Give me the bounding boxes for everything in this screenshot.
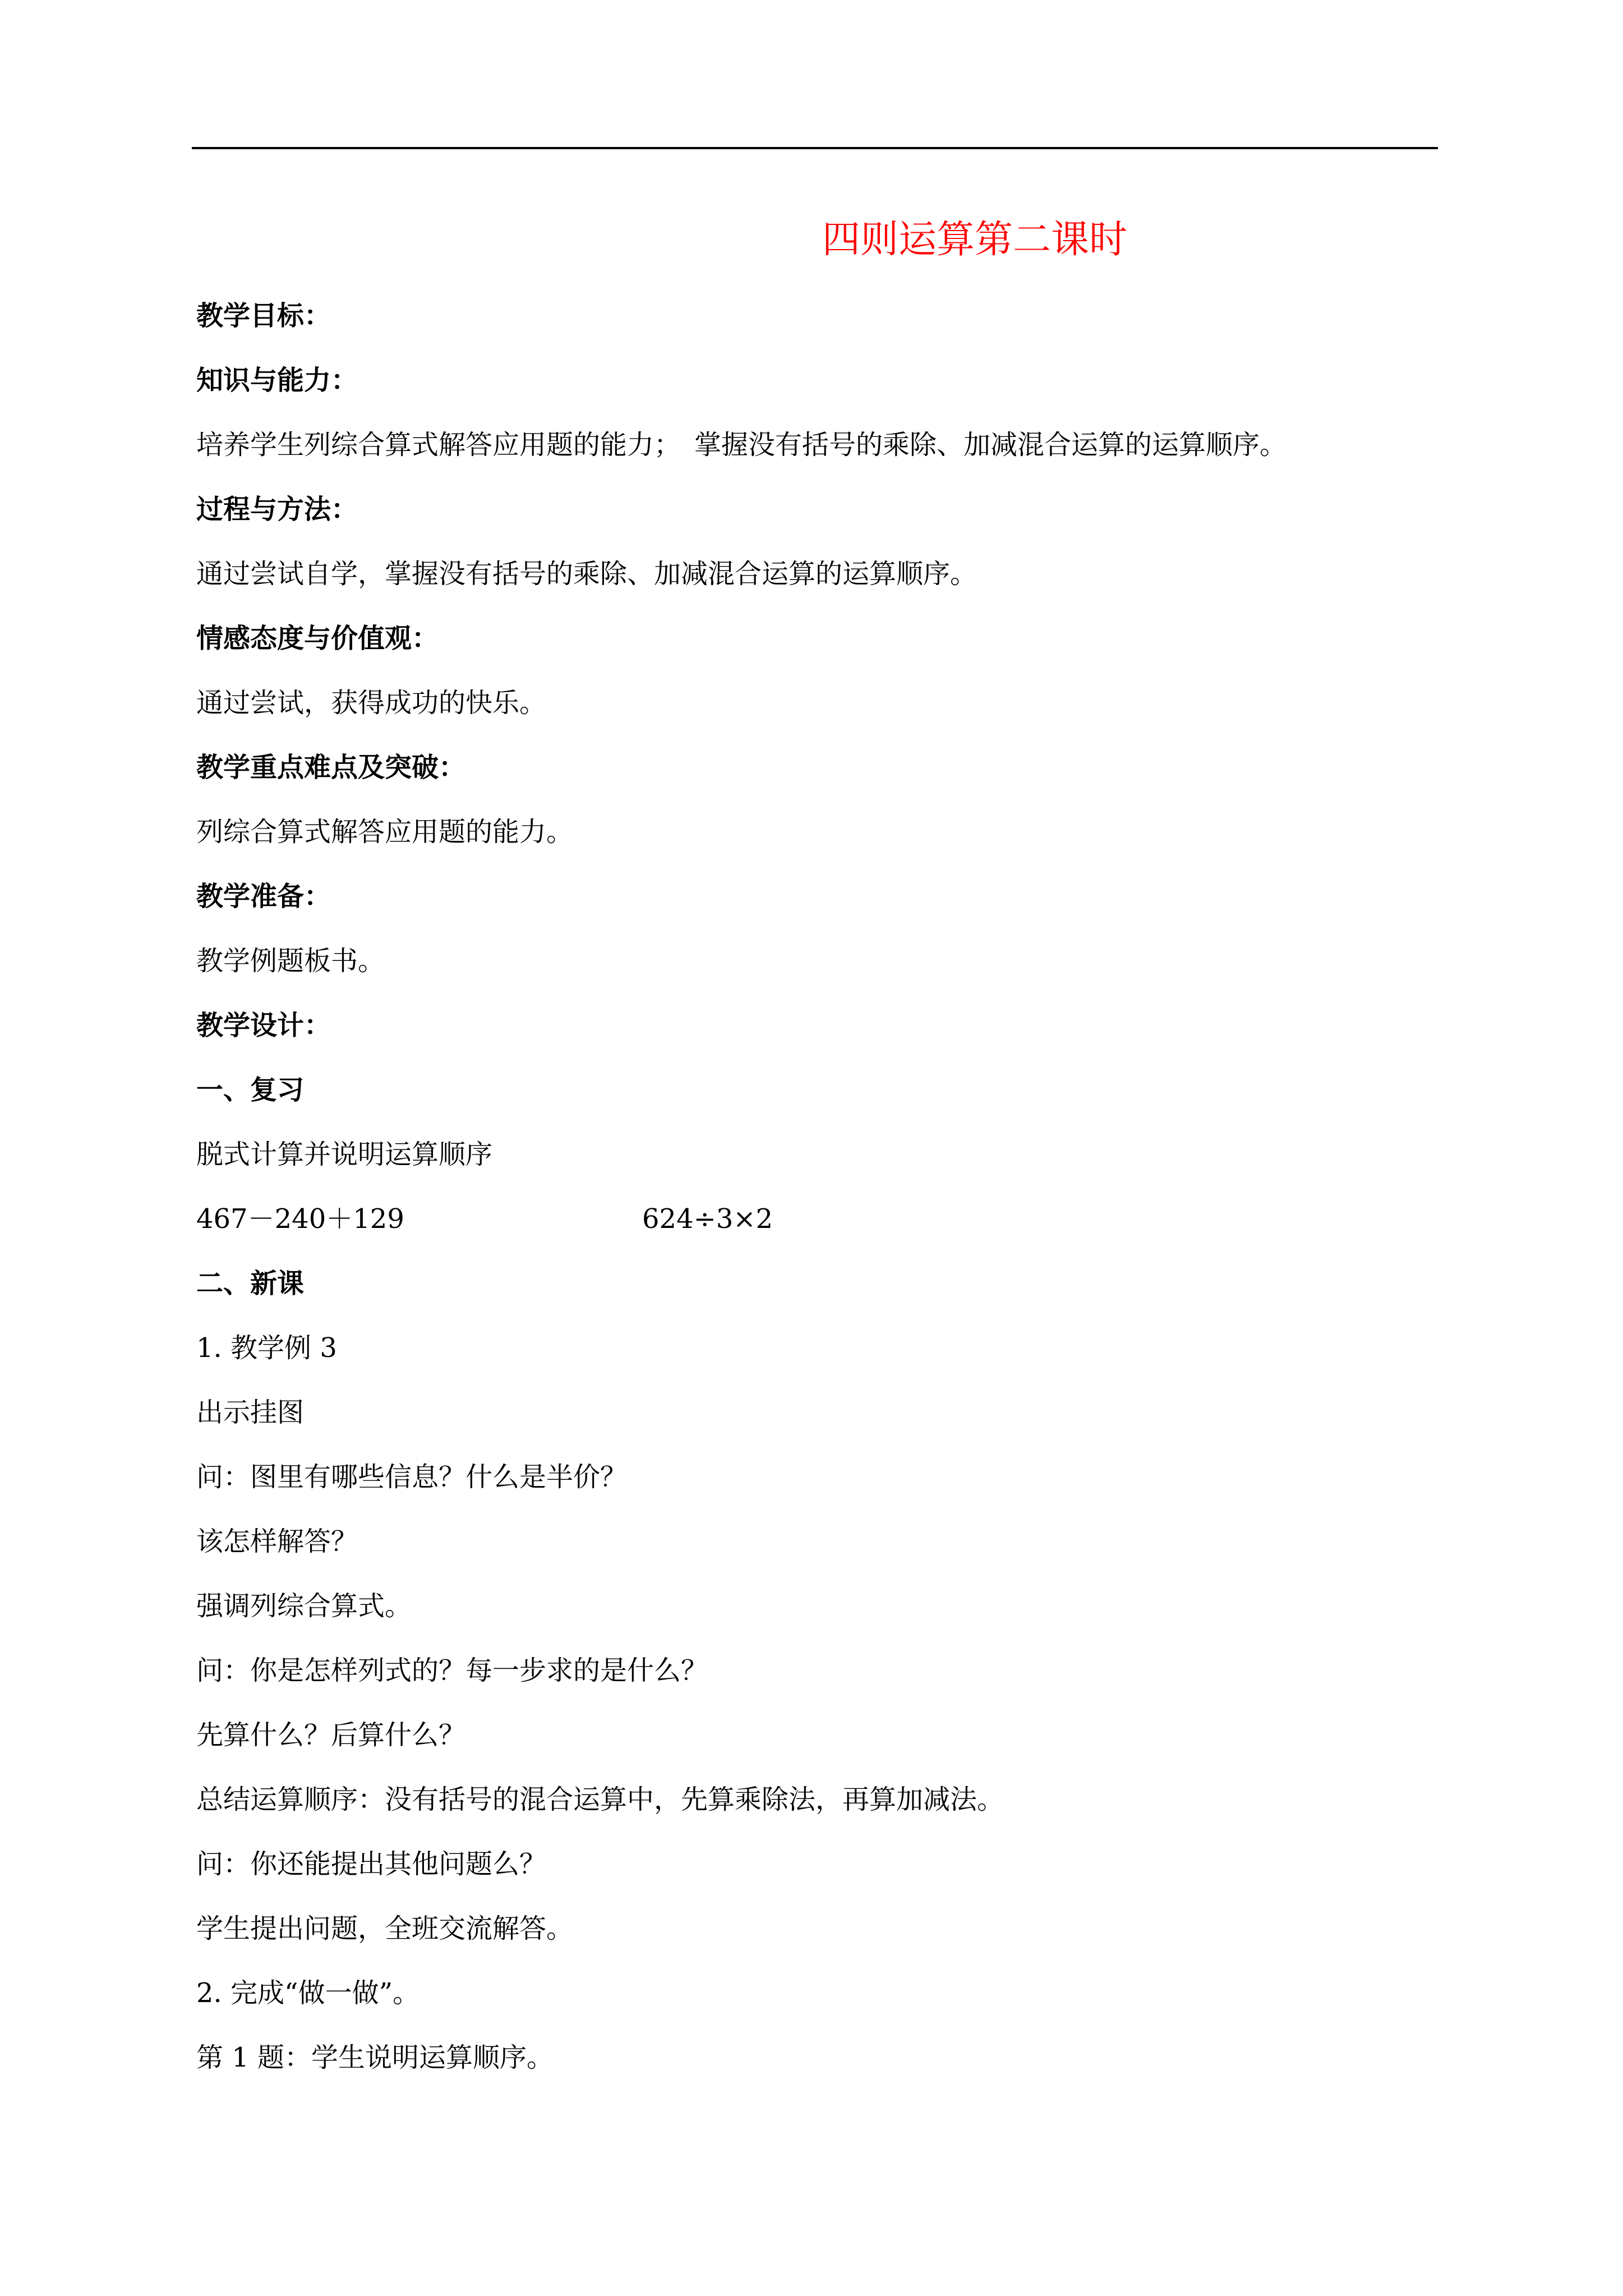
paragraph-process-method: 通过尝试自学，掌握没有括号的乘除、加减混合运算的运算顺序。 [196,558,978,590]
paragraph-other-questions: 问：你还能提出其他问题么？ [196,1848,547,1880]
header-rule [192,147,1438,149]
section-heading-knowledge-ability: 知识与能力： [196,365,358,396]
paragraph-example-3: 1. 教学例 3 [196,1332,337,1364]
section-heading-teaching-goals: 教学目标： [196,300,331,332]
review-expression-left: 467－240＋129 [196,1203,404,1235]
section-heading-preparation: 教学准备： [196,881,331,912]
section-heading-teaching-design: 教学设计： [196,1010,331,1041]
paragraph-knowledge-ability: 培养学生列综合算式解答应用题的能力； 掌握没有括号的乘除、加减混合运算的运算顺序。 [196,429,1287,461]
paragraph-question-info: 问：图里有哪些信息？什么是半价？ [196,1461,628,1493]
section-heading-emotion-values: 情感态度与价值观： [196,623,439,654]
paragraph-preparation: 教学例题板书。 [196,945,385,977]
paragraph-summary-order: 总结运算顺序：没有括号的混合运算中，先算乘除法，再算加减法。 [196,1784,1004,1815]
paragraph-emotion-values: 通过尝试，获得成功的快乐。 [196,687,547,719]
paragraph-emphasize: 强调列综合算式。 [196,1590,412,1622]
section-heading-new-lesson: 二、新课 [196,1268,305,1299]
document-title: 四则运算第二课时 [822,218,1128,262]
paragraph-complete-exercise: 2. 完成“做一做”。 [196,1977,420,2009]
paragraph-question-steps: 问：你是怎样列式的？每一步求的是什么？ [196,1655,708,1686]
paragraph-how-to-solve: 该怎样解答？ [196,1526,358,1557]
paragraph-show-picture: 出示挂图 [196,1397,305,1428]
section-heading-key-points: 教学重点难点及突破： [196,752,466,783]
paragraph-order-question: 先算什么？后算什么？ [196,1719,466,1751]
paragraph-question-1: 第 1 题：学生说明运算顺序。 [196,2042,554,2073]
section-heading-review: 一、复习 [196,1074,305,1106]
paragraph-review-instruction: 脱式计算并说明运算顺序 [196,1139,493,1170]
paragraph-key-points: 列综合算式解答应用题的能力。 [196,816,574,848]
review-expression-right: 624÷3×2 [642,1203,773,1235]
paragraph-students-raise: 学生提出问题，全班交流解答。 [196,1913,574,1944]
section-heading-process-method: 过程与方法： [196,494,358,525]
